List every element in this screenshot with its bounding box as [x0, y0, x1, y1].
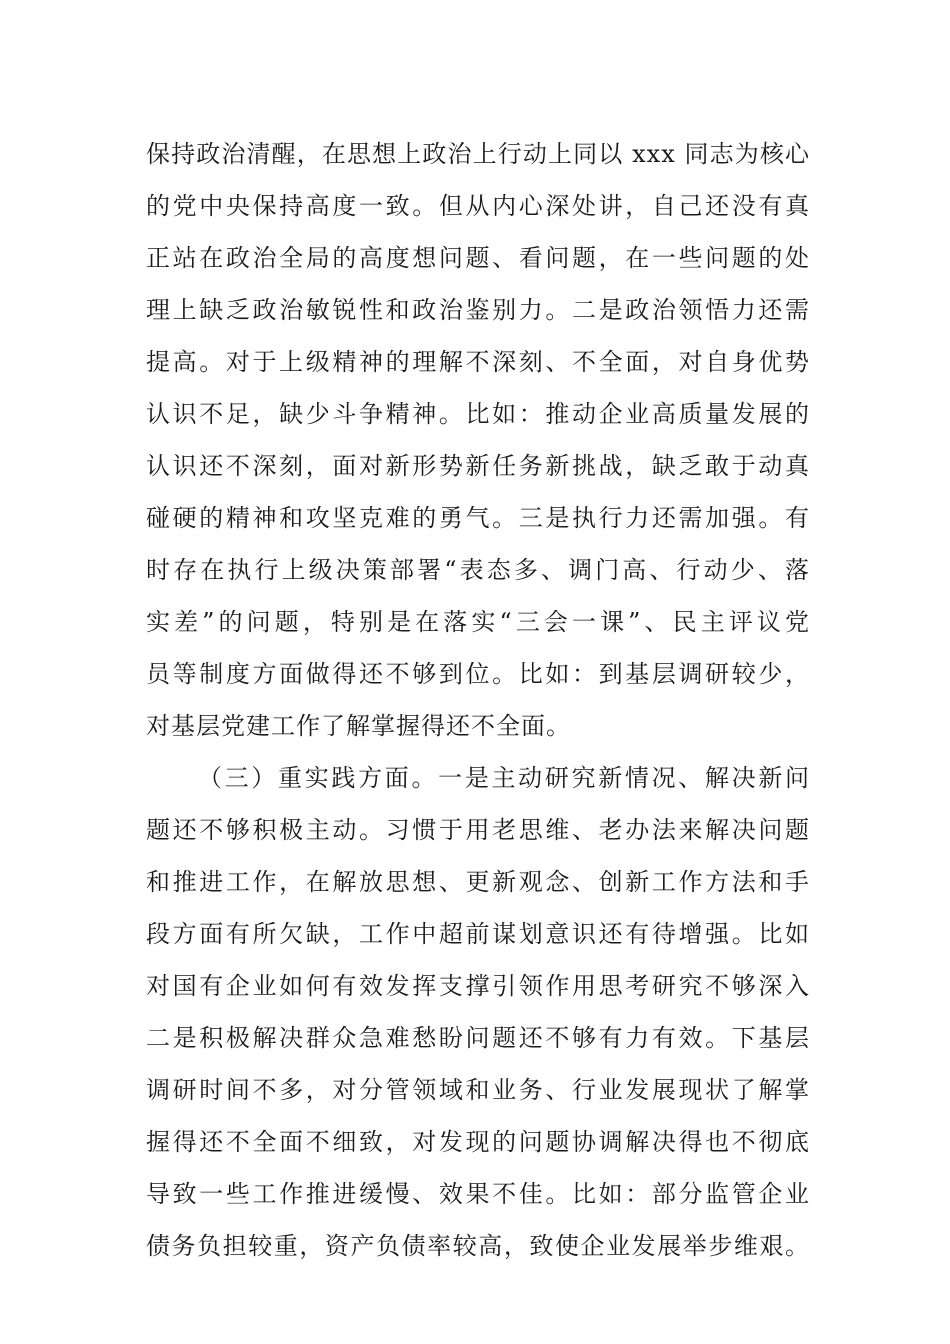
text-line: 提高。对于上级精神的理解不深刻、不全面，对自身优势 [146, 348, 810, 376]
text-line: 和推进工作，在解放思想、更新观念、创新工作方法和手 [146, 868, 810, 896]
text-line: 碰硬的精神和攻坚克难的勇气。三是执行力还需加强。有 [146, 504, 810, 532]
body-text [146, 128, 810, 1272]
text-line: 认识不足，缺少斗争精神。比如：推动企业高质量发展的 [146, 400, 810, 428]
text-line: 时存在执行上级决策部署“表态多、调门高、行动少、落 [146, 556, 810, 584]
text-line: 对国有企业如何有效发挥支撑引领作用思考研究不够深入 [146, 972, 810, 1000]
text-line: 题还不够积极主动。习惯于用老思维、老办法来解决问题 [146, 816, 810, 844]
text-line: 员等制度方面做得还不够到位。比如：到基层调研较少， [146, 660, 810, 688]
section-heading-line: （三）重实践方面。一是主动研究新情况、解决新问 [198, 764, 810, 792]
text-line: 握得还不全面不细致，对发现的问题协调解决得也不彻底 [146, 1128, 810, 1156]
text-line: 段方面有所欠缺，工作中超前谋划意识还有待增强。比如 [146, 920, 810, 948]
text-line: 正站在政治全局的高度想问题、看问题，在一些问题的处 [146, 244, 810, 272]
text-line: 调研时间不多，对分管领域和业务、行业发展现状了解掌 [146, 1076, 810, 1104]
text-line: 保持政治清醒，在思想上政治上行动上同以 xxx 同志为核心 [146, 140, 810, 168]
paragraph-end-line: 对基层党建工作了解掌握得还不全面。 [146, 712, 571, 740]
text-line: 认识还不深刻，面对新形势新任务新挑战，缺乏敢于动真 [146, 452, 810, 480]
text-line: 债务负担较重，资产负债率较高，致使企业发展举步维艰。 [146, 1232, 810, 1260]
text-line: 导致一些工作推进缓慢、效果不佳。比如：部分监管企业 [146, 1180, 810, 1208]
text-line: 的党中央保持高度一致。但从内心深处讲，自己还没有真 [146, 192, 810, 220]
text-line: 理上缺乏政治敏锐性和政治鉴别力。二是政治领悟力还需 [146, 296, 810, 324]
text-line: 二是积极解决群众急难愁盼问题还不够有力有效。下基层 [146, 1024, 810, 1052]
text-line: 实差”的问题，特别是在落实“三会一课”、民主评议党 [146, 608, 810, 636]
